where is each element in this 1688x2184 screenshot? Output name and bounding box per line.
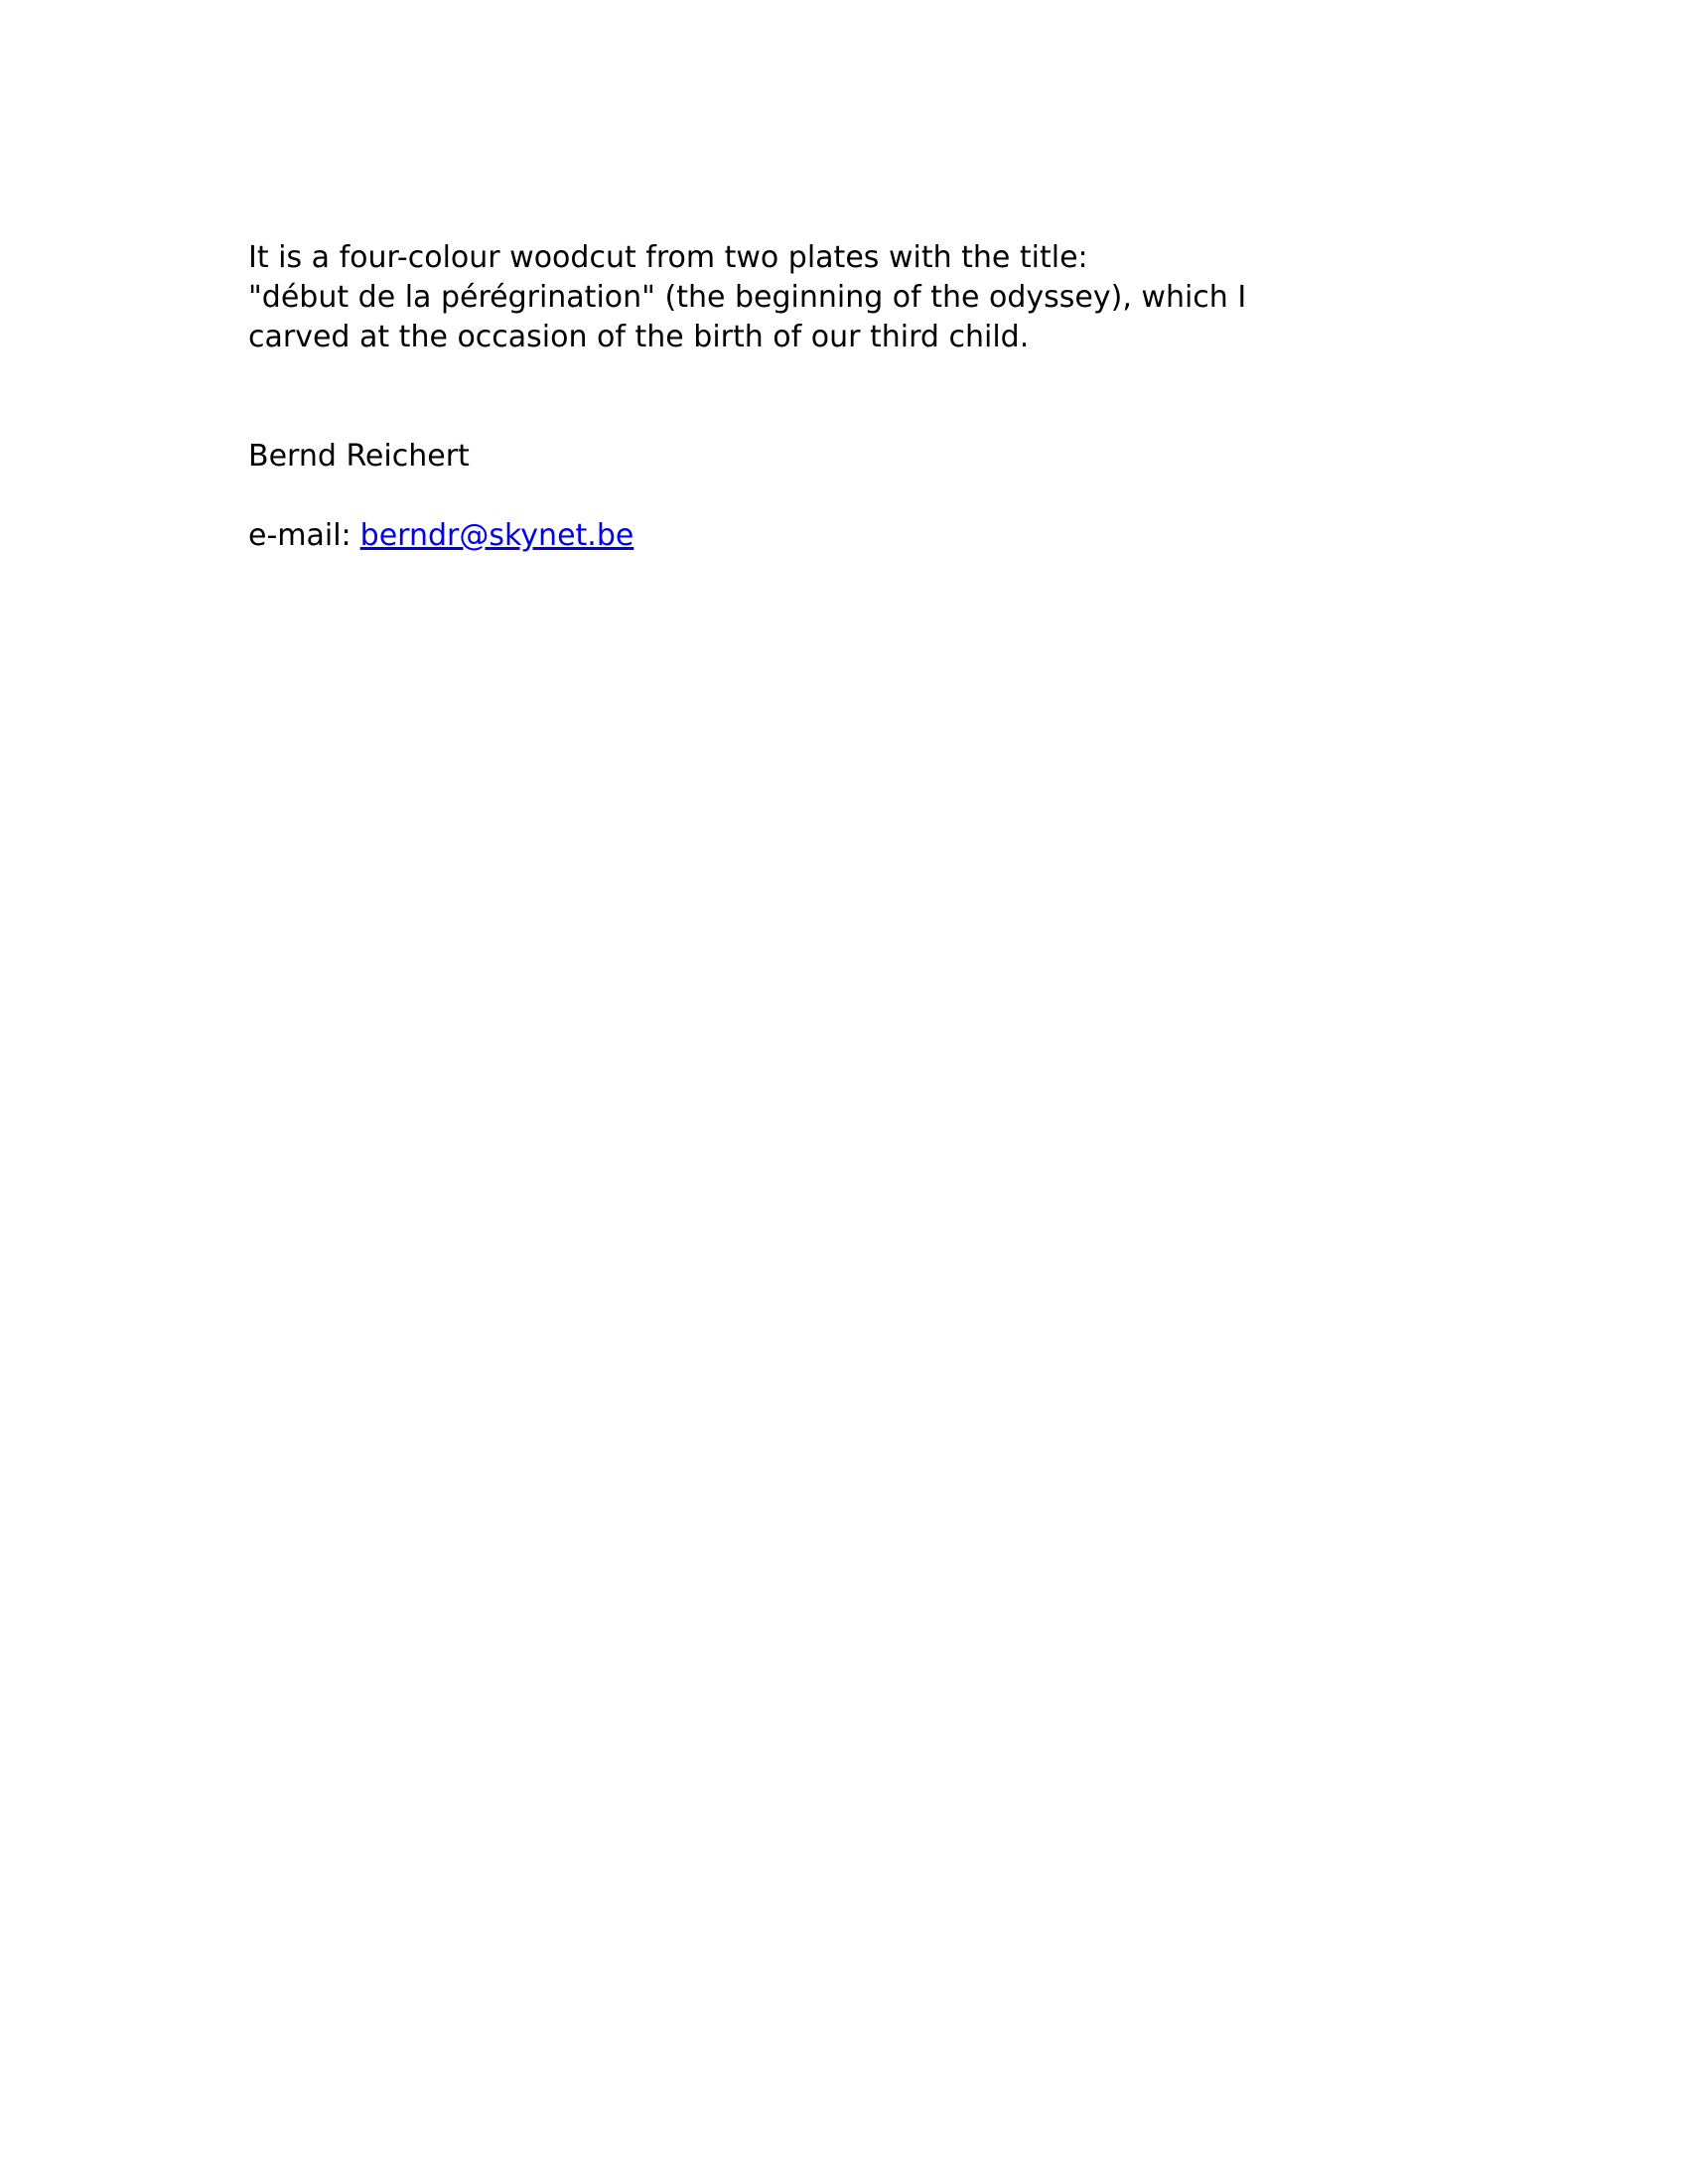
email-link[interactable]: berndr@skynet.be xyxy=(359,518,634,553)
description-paragraph xyxy=(248,238,1489,357)
author-name: Bernd Reichert xyxy=(248,439,470,474)
paragraph-line-1: It is a four-colour woodcut from two plates with the title: xyxy=(248,240,1088,275)
paragraph-line-2: "début de la pérégrination" (the beginning of the odyssey), which I xyxy=(248,280,1247,315)
email-label: e-mail: xyxy=(248,518,352,553)
email-line xyxy=(248,516,1489,556)
paragraph-line-3: carved at the occasion of the birth of our third child. xyxy=(248,320,1030,354)
text-content xyxy=(248,238,1489,556)
